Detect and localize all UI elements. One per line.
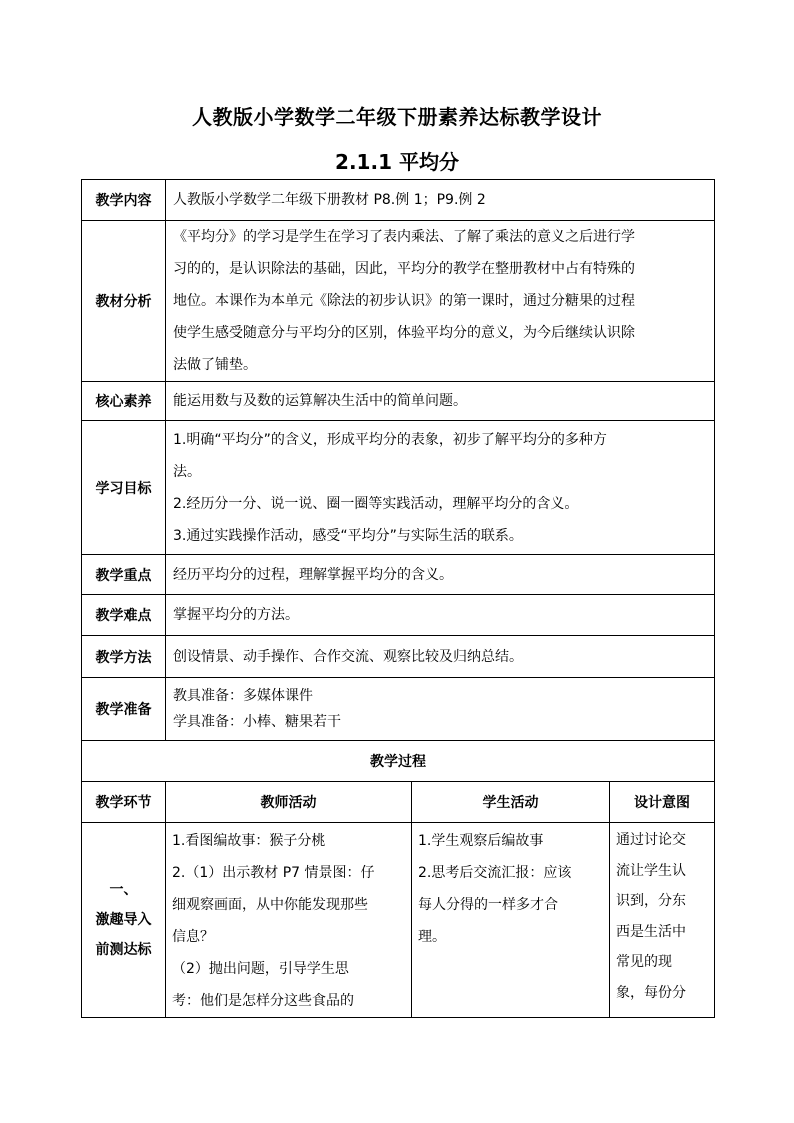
stage-label-line: 一、: [109, 882, 138, 898]
intent-line: 通过讨论交: [616, 832, 686, 848]
goal-line: 法。: [173, 463, 201, 480]
intent-line: 西是生活中: [616, 923, 686, 940]
value-preparation: [166, 678, 715, 741]
process-heading: 教学过程: [82, 741, 715, 782]
analysis-line: 法做了铺垫。: [173, 357, 257, 373]
row-key-point: [82, 555, 715, 595]
label-preparation: 教学准备: [82, 678, 166, 741]
label-difficulty: 教学难点: [82, 595, 166, 636]
column-header-student: 学生活动: [412, 782, 610, 823]
row-learning-goals: [82, 421, 715, 555]
teacher-line: 信息？: [172, 929, 214, 945]
document-title: 人教版小学数学二年级下册素养达标教学设计: [192, 105, 602, 129]
stage-1-student-activity: [412, 823, 610, 1018]
value-learning-goals: [166, 421, 715, 555]
stage-1-teacher-activity: [166, 823, 412, 1018]
intent-line: 识到，分东: [616, 893, 686, 909]
intent-line: 流让学生认: [616, 862, 686, 879]
label-learning-goals: 学习目标: [82, 421, 166, 555]
row-stage-1: [82, 823, 715, 1018]
row-process-heading: [82, 741, 715, 782]
teacher-line: 考：他们是怎样分这些食品的: [172, 993, 354, 1009]
value-key-point: 经历平均分的过程，理解掌握平均分的含义。: [166, 555, 715, 595]
column-header-stage: 教学环节: [82, 782, 166, 823]
analysis-line: 《平均分》的学习是学生在学习了表内乘法、了解了乘法的意义之后进行学: [173, 229, 635, 245]
goal-line: 2.经历分一分、说一说、圈一圈等实践活动，理解平均分的含义。: [173, 495, 579, 512]
label-teaching-content: 教学内容: [82, 180, 166, 221]
analysis-line: 习的的，是认识除法的基础，因此，平均分的教学在整册教材中占有特殊的: [173, 261, 635, 277]
goal-line: 3.通过实践操作活动，感受“平均分”与实际生活的联系。: [173, 527, 523, 544]
row-process-columns: [82, 782, 715, 823]
analysis-line: 使学生感受随意分与平均分的区别，体验平均分的意义，为今后继续认识除: [173, 325, 635, 341]
row-teaching-content: [82, 180, 715, 221]
label-material-analysis: 教材分析: [82, 221, 166, 382]
prep-line: 学具准备：小棒、糖果若干: [173, 714, 341, 730]
value-core-literacy: 能运用数与及数的运算解决生活中的简单问题。: [166, 382, 715, 421]
label-teaching-method: 教学方法: [82, 636, 166, 678]
label-core-literacy: 核心素养: [82, 382, 166, 421]
value-material-analysis: [166, 221, 715, 382]
stage-1-label: [82, 823, 166, 1018]
teacher-line: 2.（1）出示教材 P7 情景图：仔: [172, 865, 375, 881]
analysis-line: 地位。本课作为本单元《除法的初步认识》的第一课时，通过分糖果的过程: [173, 293, 635, 309]
lesson-plan-table: [81, 179, 715, 1018]
lesson-title: 2.1.1 平均分: [335, 150, 459, 174]
teacher-line: （2）抛出问题，引导学生思: [172, 961, 349, 977]
row-material-analysis: [82, 221, 715, 382]
prep-line: 教具准备：多媒体课件: [173, 688, 313, 704]
student-line: 每人分得的一样多才合: [418, 897, 558, 913]
label-key-point: 教学重点: [82, 555, 166, 595]
row-teaching-method: [82, 636, 715, 678]
teacher-line: 细观察画面，从中你能发现那些: [172, 897, 368, 913]
row-preparation: [82, 678, 715, 741]
teacher-line: 1.看图编故事：猴子分桃: [172, 833, 326, 849]
column-header-teacher: 教师活动: [166, 782, 412, 823]
value-teaching-method: 创设情景、动手操作、合作交流、观察比较及归纳总结。: [166, 636, 715, 678]
student-line: 理。: [418, 929, 446, 945]
value-teaching-content: 人教版小学数学二年级下册教材 P8.例 1；P9.例 2: [166, 180, 715, 221]
intent-line: 象，每份分: [616, 984, 686, 1001]
row-core-literacy: [82, 382, 715, 421]
stage-label-line: 激趣导入: [95, 912, 152, 928]
stage-label-line: 前测达标: [95, 942, 152, 958]
row-difficulty: [82, 595, 715, 636]
intent-line: 常见的现: [616, 954, 672, 970]
value-difficulty: 掌握平均分的方法。: [166, 595, 715, 636]
stage-1-design-intent: [610, 823, 715, 1018]
goal-line: 1.明确“平均分”的含义，形成平均分的表象，初步了解平均分的多种方: [173, 431, 607, 448]
student-line: 2.思考后交流汇报：应该: [418, 865, 572, 881]
student-line: 1.学生观察后编故事: [418, 833, 544, 849]
column-header-intent: 设计意图: [610, 782, 715, 823]
